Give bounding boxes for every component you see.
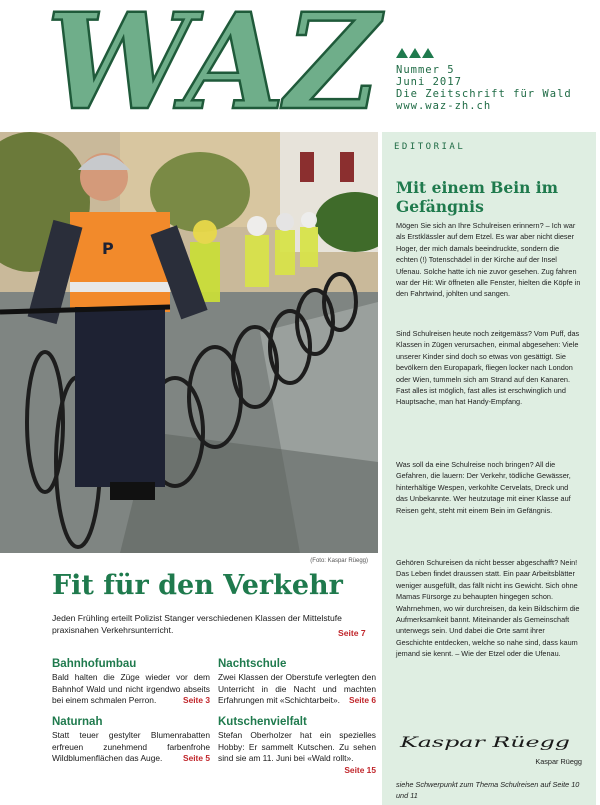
lead-teaser: Jeden Frühling erteilt Polizist Stanger verschiedenen Klassen der Mittelstufe praxisnahen Verkehrsunterricht. (52, 613, 342, 635)
teaser-naturnah[interactable] (52, 716, 210, 765)
editorial-label: EDITORIAL (394, 142, 466, 152)
editorial-footer: siehe Schwerpunkt zum Thema Schulreisen auf Seite 10 und 11 (396, 780, 580, 800)
editorial-column (382, 132, 596, 805)
teaser-page-link[interactable]: Seite 3 (182, 695, 210, 705)
vest-letter: P (102, 239, 114, 258)
photo-credit: (Foto: Kaspar Rüegg) (310, 558, 368, 564)
tagline: Die Zeitschrift für Wald (396, 88, 572, 100)
teaser-kutschenvielfalt[interactable] (218, 716, 376, 776)
lead-page-link[interactable]: Seite 7 (338, 628, 366, 638)
editorial-paragraph: Mögen Sie sich an Ihre Schulreisen erinnern? – Ich war als Erstklässler auf dem Etzel. Es war aber nicht dieser Hoger, der mich damals beeindruckte, sondern die echten (!) Totenschädel in der Kirche auf der Insel Ufenau. Solche hatte ich nie zuvor gesehen. Zug fahren war der Hit: Wir öffneten alle Fenster, hielten die Köpfe in den Fahrtwind, johlten und sangen. (396, 221, 581, 299)
editorial-paragraph: Sind Schulreisen heute noch zeitgemäss? Vom Puff, das Klassen in Zügen verursachen, einmal abgesehen: Viele unserer Kinder sind doch so etwas von gesättigt. Sie bevölkern den Europapark, fliegen locker nach London oder Wien, tummeln sich am Strand auf den Kanaren. Fast alles ist möglich, fast alles ist erschwinglich und Hauptsache, man hat Handy-Empfang. (396, 329, 580, 407)
safety-vest (70, 212, 170, 312)
editorial-headline: Mit einem Bein im Gefängnis (396, 178, 559, 216)
teaser-title: Bahnhofumbau (52, 658, 137, 670)
logo-text: WAZ (46, 4, 385, 126)
teaser-text: Zwei Klassen der Oberstufe verlegten den Unterricht in die Nacht und machten Erfahrungen mit «Schichtarbeit». (218, 672, 376, 705)
teaser-title: Nachtschule (218, 658, 287, 670)
teaser-page-link[interactable]: Seite 15 (344, 764, 376, 775)
masthead (0, 0, 600, 132)
issue-number: Nummer 5 (396, 64, 455, 76)
handwritten-signature (396, 728, 582, 754)
issue-date: Juni 2017 (396, 76, 462, 88)
teaser-text: Statt teuer gestylter Blumenrabatten erfreuen zunehmend farbenfrohe Wildblumenflächen das Auge. (52, 730, 210, 763)
teaser-bahnhofumbau[interactable] (52, 658, 210, 707)
teaser-page-link[interactable]: Seite 6 (348, 695, 376, 705)
brand-triangles-icon (396, 48, 596, 58)
signature-script: Kaspar Rüegg (398, 735, 571, 751)
editorial-paragraph: Was soll da eine Schulreise noch bringen? All die Gefahren, die lauern: Der Verkehr, tödliche Gewässer, hinterhältige Wespen, verkohlte Cervelats, Dreck und das Unbekannte. Wer heutzutage mit einer Klasse auf Reisen geht, steht mit einem Bein im Gefängnis. (396, 460, 571, 515)
editorial-paragraph: Gehören Schureisen da nicht besser abgeschafft? Nein! Das Leben findet draussen statt. Ein paar Arbeitsblätter weniger ausgefüllt, das fällt nicht ins Gewicht. Sich ohne Mamas Fürsorge zu behaupten hingegen schon. Wahrnehmen, wo wir durchreisen, da kein Bildschirm die Aufmerksamkeit bannt. Miteinander als Gemeinschaft unterwegs sein. Und dabei die Orte samt ihrer Geschichte entdecken, welche so nahe sind, dass kaum jemand sie kennt. – Wie der Etzel oder die Ufenau. (396, 558, 580, 659)
website-link[interactable]: www.waz-zh.ch (396, 100, 492, 112)
teaser-title: Naturnah (52, 716, 103, 728)
teaser-text: Bald halten die Züge wieder vor dem Bahnhof Wald und nicht irgendwo abseits bei einem schmalen Perron. (52, 672, 210, 705)
teaser-nachtschule[interactable] (218, 658, 376, 707)
waz-logo (38, 4, 388, 126)
teaser-page-link[interactable]: Seite 5 (182, 753, 210, 763)
teaser-title: Kutschenvielfalt (218, 716, 307, 728)
lead-headline[interactable]: Fit für den Verkehr (52, 570, 343, 601)
cover-photo (0, 132, 378, 553)
issue-info (396, 48, 596, 112)
teaser-text: Stefan Oberholzer hat ein spezielles Hobby: Er sammelt Kutschen. Zu sehen sind sie am 11. Juni bei «Wald rollt». (218, 730, 376, 763)
author-name: Kaspar Rüegg (535, 757, 582, 766)
